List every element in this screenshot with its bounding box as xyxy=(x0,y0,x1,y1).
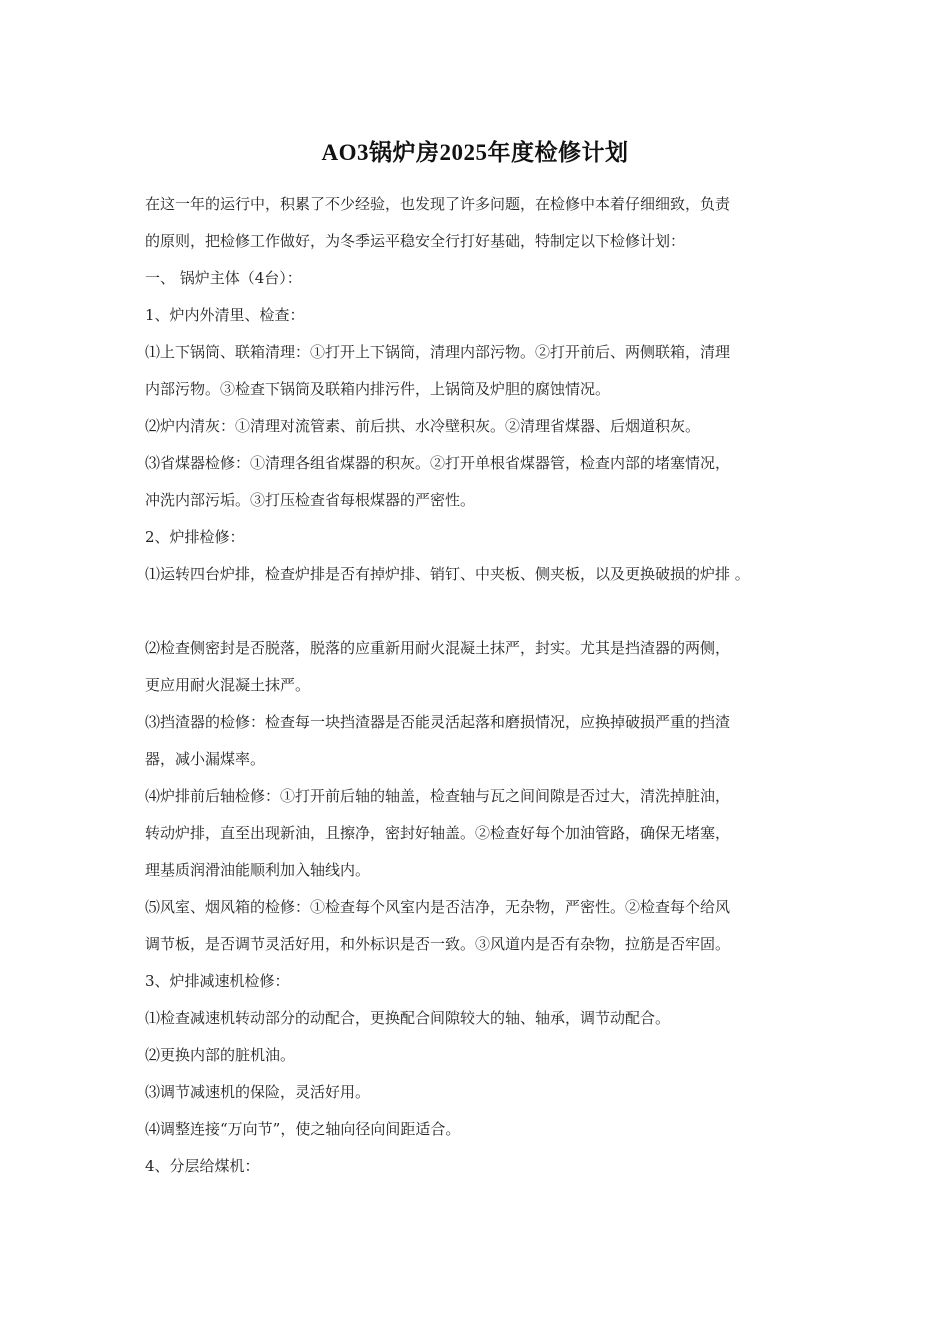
list-item-line: ⑴检查减速机转动部分的动配合，更换配合间隙较大的轴、轴承，调节动配合。 xyxy=(145,1009,671,1027)
list-item-line: 冲洗内部污垢。③打压检查省每根煤器的严密性。 xyxy=(145,491,476,509)
subsection-heading: 2、炉排检修： xyxy=(145,528,245,546)
list-item-line: 理基质润滑油能顺利加入轴线内。 xyxy=(145,861,371,879)
list-item-line: ⑶省煤器检修：①清理各组省煤器的积灰。②打开单根省煤器管，检查内部的堵塞情况， xyxy=(145,454,731,472)
list-item-line: ⑷炉排前后轴检修：①打开前后轴的轴盖，检查轴与瓦之间间隙是否过大，清洗掉脏油， xyxy=(145,787,731,805)
list-item-line: ⑶挡渣器的检修：检查每一块挡渣器是否能灵活起落和磨损情况，应换掉破损严重的挡渣 xyxy=(145,713,731,731)
subsection-heading: 1、炉内外清里、检查： xyxy=(145,306,305,324)
list-item-line: ⑴运转四台炉排，检查炉排是否有掉炉排、销钉、中夹板、侧夹板，以及更换破损的炉排 。 xyxy=(145,565,750,583)
section-heading: 一、 锅炉主体（4台）： xyxy=(145,269,302,287)
list-item-line: 内部污物。③检查下锅筒及联箱内排污件，上锅筒及炉胆的腐蚀情况。 xyxy=(145,380,611,398)
list-item-line: ⑶调节减速机的保险，灵活好用。 xyxy=(145,1083,371,1101)
paragraph-line: 在这一年的运行中，积累了不少经验，也发现了许多问题，在检修中本着仔细细致，负责 xyxy=(145,195,731,213)
list-item-line: ⑴上下锅筒、联箱清理：①打开上下锅筒，清理内部污物。②打开前后、两侧联箱，清理 xyxy=(145,343,731,361)
list-item-line: 调节板，是否调节灵活好用，和外标识是否一致。③风道内是否有杂物，拉筋是否牢固。 xyxy=(145,935,731,953)
subsection-heading: 4、分层给煤机： xyxy=(145,1157,260,1175)
list-item-line: ⑵检查侧密封是否脱落，脱落的应重新用耐火混凝土抹严，封实。尤其是挡渣器的两侧， xyxy=(145,639,731,657)
list-item-line: ⑵更换内部的脏机油。 xyxy=(145,1046,296,1064)
document-body xyxy=(145,186,825,1185)
subsection-heading: 3、炉排减速机检修： xyxy=(145,972,290,990)
blank-line xyxy=(145,593,825,630)
document-title: AO3锅炉房2025年度检修计划 xyxy=(321,140,629,165)
paragraph-line: 的原则，把检修工作做好，为冬季运平稳安全行打好基础，特制定以下检修计划： xyxy=(145,232,686,250)
list-item-line: 更应用耐火混凝土抹严。 xyxy=(145,676,311,694)
list-item-line: ⑷调整连接“万向节”，使之轴向径向间距适合。 xyxy=(145,1120,461,1138)
list-item-line: 转动炉排，直至出现新油，且擦净，密封好轴盖。②检查好每个加油管路，确保无堵塞， xyxy=(145,824,731,842)
list-item-line: ⑵炉内清灰：①清理对流管素、前后拱、水冷壁积灰。②清理省煤器、后烟道积灰。 xyxy=(145,417,701,435)
list-item-line: 器，减小漏煤率。 xyxy=(145,750,266,768)
list-item-line: ⑸风室、烟风箱的检修：①检查每个风室内是否洁净，无杂物，严密性。②检查每个给风 xyxy=(145,898,731,916)
